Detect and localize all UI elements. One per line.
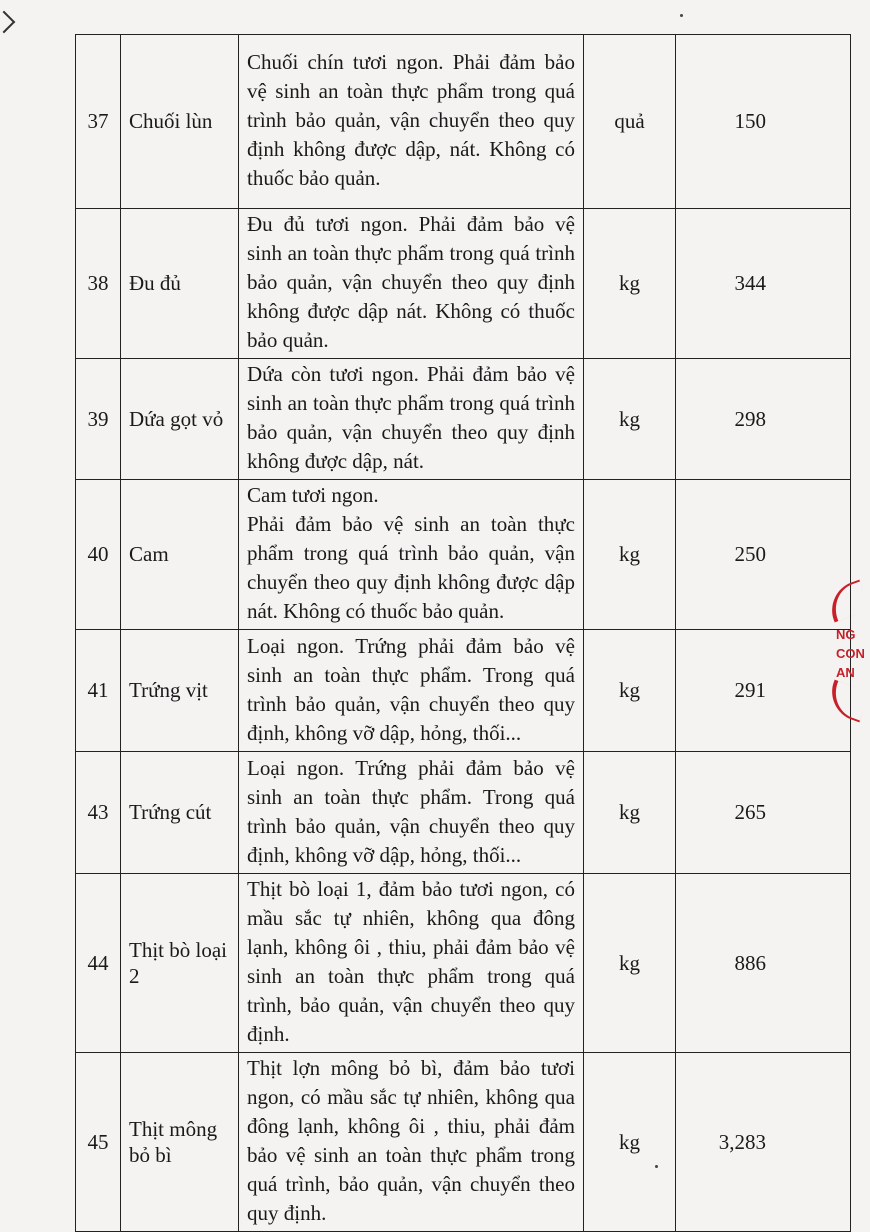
item-name: Thịt mông bỏ bì <box>121 1053 239 1232</box>
item-description: Đu đủ tươi ngon. Phải đảm bảo vệ sinh an toàn thực phẩm trong quá trình bảo quản, vận chuyển theo quy định không được dập nát. Không có thuốc bảo quản. <box>239 209 584 359</box>
chevron-right-icon <box>0 11 15 34</box>
item-quantity: 298 <box>676 359 851 480</box>
item-quantity: 344 <box>676 209 851 359</box>
product-spec-table <box>75 34 851 1232</box>
red-seal-stamp <box>826 585 866 725</box>
item-name: Trứng cút <box>121 752 239 874</box>
seal-arc-top <box>824 579 870 622</box>
item-quantity: 3,283 <box>676 1053 851 1232</box>
item-quantity: 265 <box>676 752 851 874</box>
item-name: Trứng vịt <box>121 630 239 752</box>
item-description: Loại ngon. Trứng phải đảm bảo vệ sinh an toàn thực phẩm. Trong quá trình bảo quản, vận chuyển theo quy định, không vỡ dập, hỏng, thối... <box>239 752 584 874</box>
row-number: 45 <box>76 1053 121 1232</box>
item-unit: kg <box>584 359 676 480</box>
item-unit: kg <box>584 874 676 1053</box>
item-description: Chuối chín tươi ngon. Phải đảm bảo vệ sinh an toàn thực phẩm trong quá trình bảo quản, vận chuyển theo quy định không được dập, nát. Không có thuốc bảo quản. <box>239 35 584 209</box>
seal-text <box>836 625 865 682</box>
seal-text-line: AN <box>836 665 855 680</box>
table-row <box>76 480 851 630</box>
row-number: 38 <box>76 209 121 359</box>
item-name: Dứa gọt vỏ <box>121 359 239 480</box>
item-quantity: 150 <box>676 35 851 209</box>
item-unit: kg <box>584 1053 676 1232</box>
seal-arc-bottom <box>824 679 870 722</box>
item-description: Dứa còn tươi ngon. Phải đảm bảo vệ sinh an toàn thực phẩm trong quá trình bảo quản, vận chuyển theo quy định không được dập, nát. <box>239 359 584 480</box>
item-name: Thịt bò loại 2 <box>121 874 239 1053</box>
item-description <box>239 480 584 630</box>
table-row <box>76 209 851 359</box>
seal-text-line: NG <box>836 627 856 642</box>
item-name: Chuối lùn <box>121 35 239 209</box>
item-unit: kg <box>584 752 676 874</box>
table-row <box>76 874 851 1053</box>
table-row <box>76 630 851 752</box>
item-description-line1: Cam tươi ngon. <box>247 483 379 507</box>
scan-speck <box>680 14 683 17</box>
seal-text-line: CON <box>836 646 865 661</box>
item-description: Thịt bò loại 1, đảm bảo tươi ngon, có mầu sắc tự nhiên, không qua đông lạnh, không ôi , thiu, phải đảm bảo vệ sinh an toàn thực phẩm trong quá trình, bảo quản, vận chuyển theo quy định. <box>239 874 584 1053</box>
row-number: 41 <box>76 630 121 752</box>
item-unit: quả <box>584 35 676 209</box>
item-description: Thịt lợn mông bỏ bì, đảm bảo tươi ngon, có mầu sắc tự nhiên, không qua đông lạnh, không ôi , thiu, phải đảm bảo vệ sinh an toàn thực phẩm trong quá trình, bảo quản, vận chuyển theo quy định. <box>239 1053 584 1232</box>
item-quantity: 886 <box>676 874 851 1053</box>
table-row <box>76 752 851 874</box>
item-description: Loại ngon. Trứng phải đảm bảo vệ sinh an toàn thực phẩm. Trong quá trình bảo quản, vận chuyển theo quy định, không vỡ dập, hỏng, thối... <box>239 630 584 752</box>
item-name: Cam <box>121 480 239 630</box>
item-unit: kg <box>584 630 676 752</box>
item-name: Đu đủ <box>121 209 239 359</box>
item-quantity: 250 <box>676 480 851 630</box>
row-number: 37 <box>76 35 121 209</box>
row-number: 43 <box>76 752 121 874</box>
item-quantity: 291 <box>676 630 851 752</box>
item-unit: kg <box>584 209 676 359</box>
table-row <box>76 359 851 480</box>
row-number: 44 <box>76 874 121 1053</box>
row-number: 39 <box>76 359 121 480</box>
table-row <box>76 35 851 209</box>
scan-speck <box>655 1165 658 1168</box>
item-unit: kg <box>584 480 676 630</box>
table-row <box>76 1053 851 1232</box>
row-number: 40 <box>76 480 121 630</box>
item-description-rest: Phải đảm bảo vệ sinh an toàn thực phẩm trong quá trình bảo quản, vận chuyển theo quy định không được dập nát. Không có thuốc bảo quản. <box>247 512 575 623</box>
